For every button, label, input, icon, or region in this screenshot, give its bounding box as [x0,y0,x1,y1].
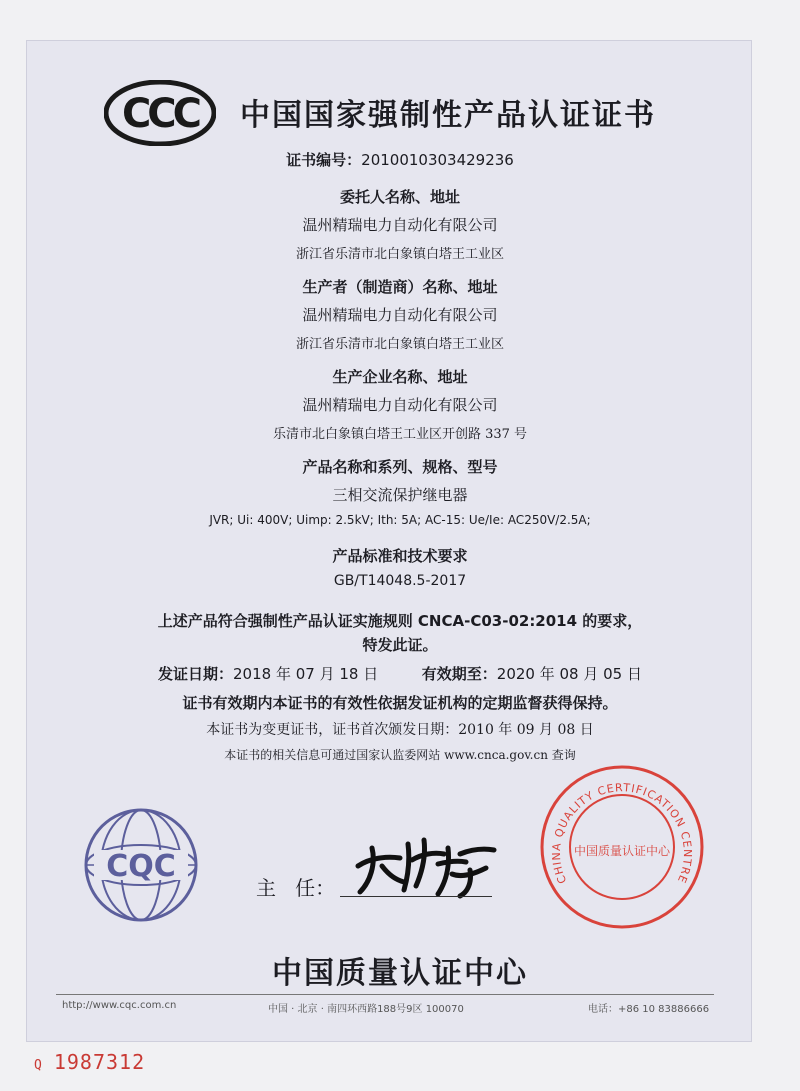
issue-date: 2018 年 07 月 18 日 [233,665,379,683]
svg-text:中国质量认证中心: 中国质量认证中心 [573,844,671,858]
issue-date-label: 发证日期： [158,665,234,683]
issuer-name: 中国质量认证中心 [272,956,528,991]
dates-line [0,663,800,684]
director-label: 主 任： [256,876,336,900]
manufacturer-address: 浙江省乐清市北白象镇白塔王工业区 [295,337,504,352]
manufacturer-heading: 生产者（制造商）名称、地址 [302,278,498,296]
footer-phone: 电话：+86 10 83886666 [588,1004,710,1015]
product-heading: 产品名称和系列、规格、型号 [302,458,498,476]
applicant-name: 温州精瑞电力自动化有限公司 [302,216,498,234]
factory-name: 温州精瑞电力自动化有限公司 [302,396,498,414]
svg-text:CHINA QUALITY CERTIFICATION CE: CHINA QUALITY CERTIFICATION CENTRE [549,781,695,886]
standard-code: GB/T14048.5-2017 [333,573,467,589]
query-note: 本证书的相关信息可通过国家认监委网站 www.cnca.gov.cn 查询 [224,748,576,762]
cqc-logo [82,806,200,924]
change-note: 本证书为变更证书，证书首次颁发日期：2010 年 09 月 08 日 [206,722,594,738]
product-specs: JVR; Ui: 400V; Uimp: 2.5kV; Ith: 5A; AC-15: Ue/Ie: AC250V/2.5A; [209,513,591,527]
svg-text:CCC: CCC [121,91,199,137]
certificate-number-line [0,149,800,170]
factory-address: 乐清市北白象镇白塔王工业区开创路 337 号 [272,427,528,442]
serial-prefix: Q [34,1058,42,1073]
manufacturer-name: 温州精瑞电力自动化有限公司 [302,306,498,324]
applicant-address: 浙江省乐清市北白象镇白塔王工业区 [295,247,504,262]
validity-note: 证书有效期内本证书的有效性依据发证机构的定期监督获得保持。 [182,694,618,712]
signature-line [340,896,492,897]
applicant-heading: 委托人名称、地址 [339,188,460,206]
certificate-number: 2010010303429236 [361,151,514,169]
product-name: 三相交流保护继电器 [332,486,468,504]
certificate-title: 中国国家强制性产品认证证书 [240,98,656,133]
serial-value: 1987312 [53,1050,146,1074]
footer-divider [56,994,714,995]
certification-seal [538,763,706,931]
svg-text:CQC: CQC [106,849,176,884]
footer-address: 中国 · 北京 · 南四环西路188号9区 100070 [268,1004,464,1015]
serial-number [34,1050,145,1074]
footer-website: http://www.cqc.com.cn [62,1000,177,1011]
expiry-date-label: 有效期至： [421,665,497,683]
expiry-date: 2020 年 08 月 05 日 [496,665,642,683]
certificate-number-label: 证书编号： [286,151,362,169]
conformity-statement: 上述产品符合强制性产品认证实施规则 CNCA-C03-02:2014 的要求， [157,612,643,630]
factory-heading: 生产企业名称、地址 [332,368,468,386]
standard-heading: 产品标准和技术要求 [332,547,468,565]
director-signature [352,830,502,900]
conformity-statement-end: 特发此证。 [362,636,438,654]
